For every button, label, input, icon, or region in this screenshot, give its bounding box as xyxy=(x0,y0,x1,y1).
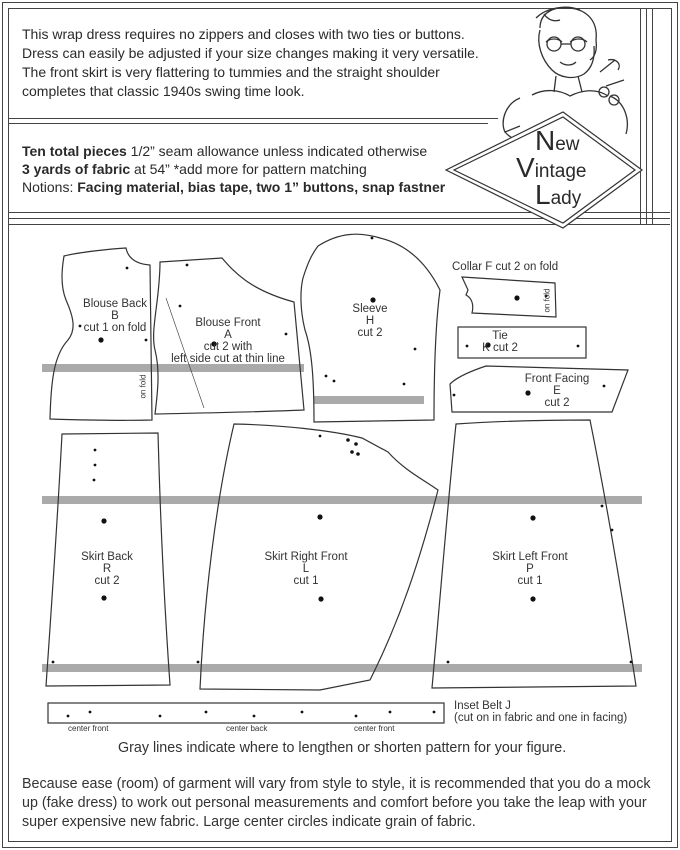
logo-initial-n: N xyxy=(535,125,556,156)
piece-letter: R xyxy=(102,563,112,575)
piece-cut: cut 1 xyxy=(517,575,543,587)
piece-name: Skirt Left Front xyxy=(492,551,568,563)
piece-cut: cut 1 xyxy=(293,575,319,587)
piece-cut: K cut 2 xyxy=(482,342,518,354)
piece-letter: H xyxy=(365,315,375,327)
piece-name: Front Facing xyxy=(524,373,590,385)
piece-note: left side cut at thin line xyxy=(171,353,285,365)
label-blouse-back xyxy=(70,298,160,334)
notions-items: Facing material, bias tape, two 1” buttons, snap fastner xyxy=(77,179,446,195)
adjust-line-skirt-upper xyxy=(42,496,642,504)
gray-lines-note: Gray lines indicate where to lengthen or shorten pattern for your figure. xyxy=(118,740,567,756)
label-sleeve xyxy=(335,303,405,339)
ease-note-line: Because ease (room) of garment will vary from style to style, it is recommended that you do a mock xyxy=(22,776,651,792)
piece-name: Sleeve xyxy=(352,303,388,315)
center-front-left: center front xyxy=(68,724,109,733)
piece-cut: cut 2 xyxy=(357,327,383,339)
adjust-line-blouse xyxy=(42,364,304,372)
logo-line-vintage xyxy=(516,152,587,183)
piece-cut: cut 1 on fold xyxy=(83,322,147,334)
label-tie xyxy=(475,330,525,354)
label-skirt-left-front xyxy=(480,551,580,587)
piece-name: Blouse Back xyxy=(83,298,147,310)
ease-note-line: super expensive new fabric. Large center circles indicate grain of fabric. xyxy=(22,814,476,830)
piece-cut: cut 2 xyxy=(94,575,120,587)
logo-line-new xyxy=(535,125,580,156)
fabric-width: at 54” *add more for pattern matching xyxy=(130,161,367,177)
piece-note: (cut on in fabric and one in facing) xyxy=(454,712,628,724)
intro-line: The front skirt is very flattering to tummies and the straight shoulder xyxy=(22,64,440,80)
on-fold-blouse-back: on fold xyxy=(138,374,148,399)
piece-name: Inset Belt J xyxy=(454,700,511,712)
piece-letter: E xyxy=(553,385,561,397)
pieces-count: Ten total pieces xyxy=(22,143,127,159)
piece-name: Skirt Right Front xyxy=(264,551,348,563)
label-blouse-front xyxy=(160,317,296,365)
logo-rest-new: ew xyxy=(555,134,580,155)
on-fold-collar: on fold xyxy=(542,288,552,313)
seam-allowance: 1/2” seam allowance unless indicated otherwise xyxy=(126,143,428,159)
piece-letter: A xyxy=(224,329,232,341)
piece-letter: L xyxy=(302,563,310,575)
label-inset-belt xyxy=(454,700,627,724)
center-front-right: center front xyxy=(354,724,395,733)
piece-name: Skirt Back xyxy=(81,551,133,563)
piece-letter: B xyxy=(111,310,119,322)
adjustment-lines xyxy=(42,364,642,672)
adjust-line-sleeve xyxy=(314,396,424,404)
intro-line: completes that classic 1940s swing time look. xyxy=(22,83,305,99)
piece-name: Tie xyxy=(492,330,508,342)
intro-line: Dress can easily be adjusted if your size changes making it very versatile. xyxy=(22,45,479,61)
intro-line: This wrap dress requires no zippers and closes with two ties or buttons. xyxy=(22,26,465,42)
label-skirt-back xyxy=(74,551,140,587)
piece-cut: cut 2 xyxy=(544,397,570,409)
label-collar: Collar F cut 2 on fold xyxy=(452,261,559,273)
piece-name: Blouse Front xyxy=(195,317,261,329)
label-front-facing xyxy=(520,373,594,409)
piece-letter: P xyxy=(526,563,534,575)
logo-rest-vintage: intage xyxy=(534,161,587,182)
ease-note-line: up (fake dress) to work out personal measurements and comfort before you take the leap with your xyxy=(22,795,647,811)
label-skirt-right-front xyxy=(256,551,356,587)
logo-initial-l: L xyxy=(535,179,551,210)
notions-label: Notions: xyxy=(22,179,78,195)
logo-line-lady xyxy=(535,179,582,210)
center-back: center back xyxy=(226,724,268,733)
piece-blouse-back-outline xyxy=(50,248,152,420)
logo-rest-lady: ady xyxy=(550,188,582,209)
piece-inset-belt-outline xyxy=(48,703,444,723)
fabric-yards: 3 yards of fabric xyxy=(22,161,131,177)
logo-initial-v: V xyxy=(516,152,535,183)
adjust-line-skirt-lower xyxy=(42,664,642,672)
piece-cut: cut 2 with xyxy=(203,341,253,353)
